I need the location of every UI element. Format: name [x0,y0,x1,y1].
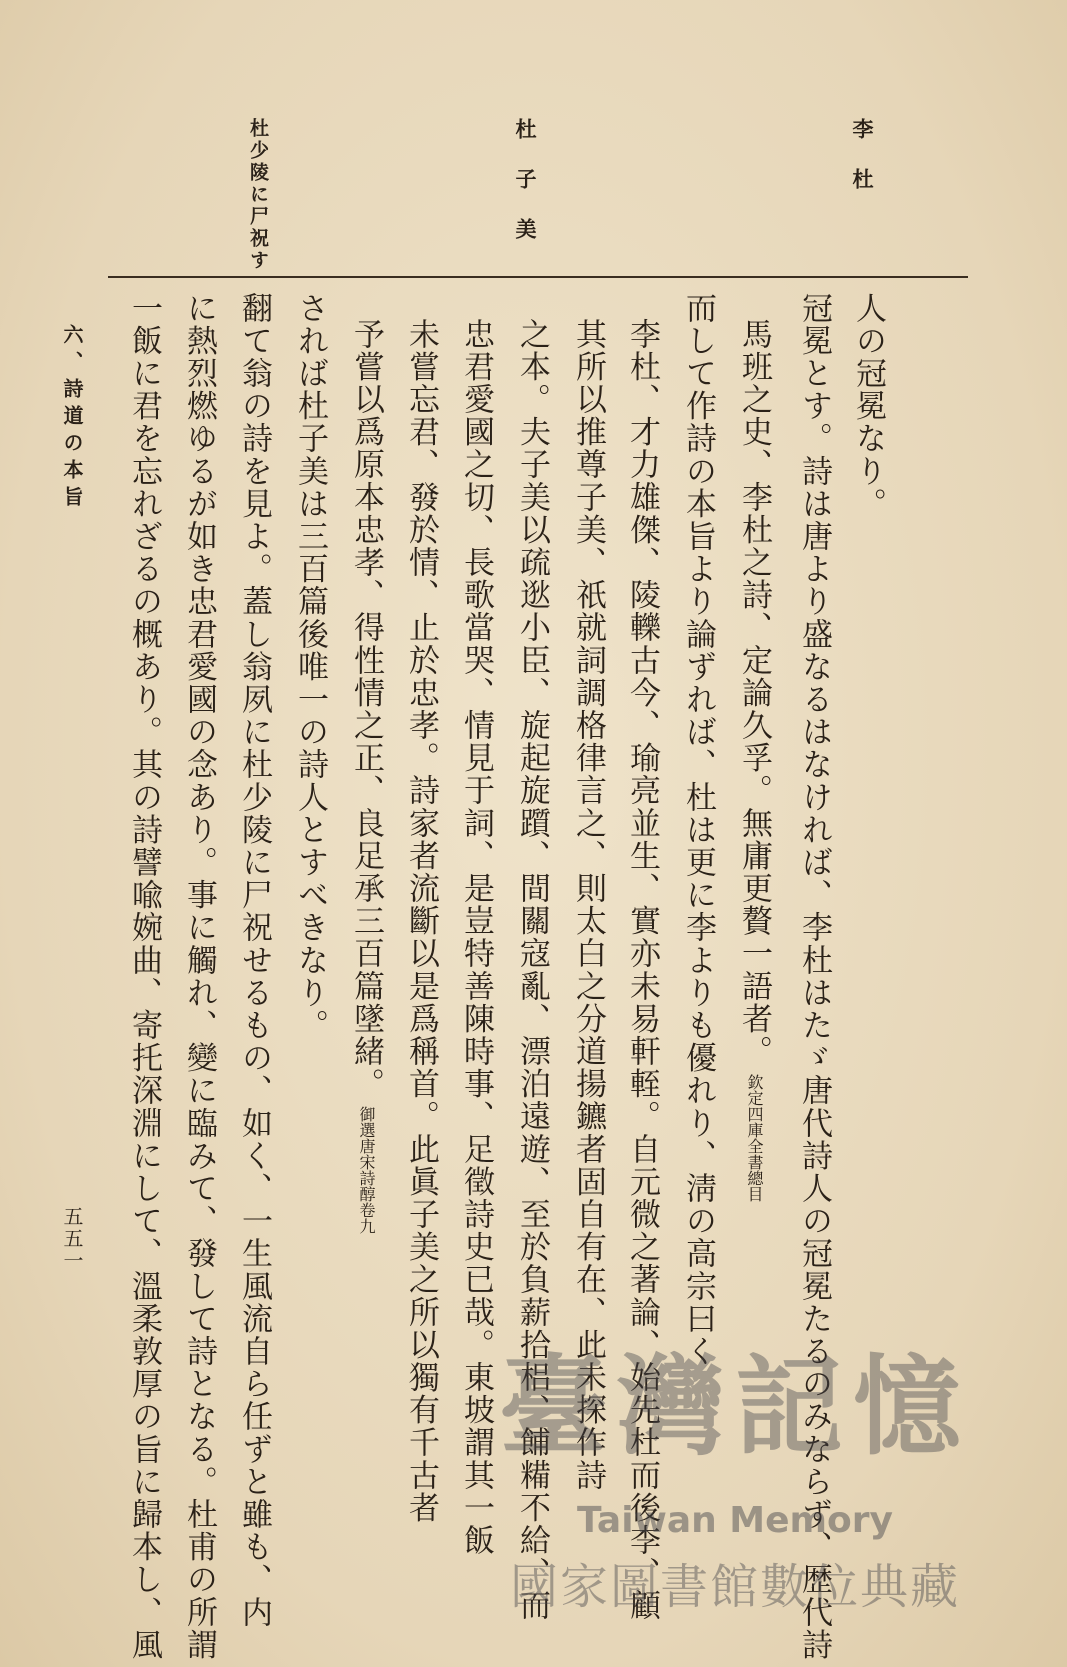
text-line-1: 人の冠冕なり。 [850,292,886,521]
text-line-10-main: 予嘗以爲原本忠孝、得性情之正、良足承三百篇墜緒。 [348,318,384,1101]
citation-siku: 欽定四庫全書總目 [745,1073,764,1202]
text-line-7: 之本。夫子美以疏逖小臣、旋起旋躓、間關寇亂、漂泊遠遊、至於負薪拾梠、餔糒不給、而 [514,318,550,1622]
watermark-org: 國家圖書館數位典藏 [509,1559,960,1615]
headnote-shizhu: 杜少陵に尸祝す [247,118,269,272]
text-line-11: されば杜子美は三百篇後唯一の詩人とすべきなり。 [292,292,328,1042]
text-line-4: 而して作詩の本旨より論ずれば、杜は更に李よりも優れり、淸の高宗曰く [680,292,716,1368]
text-line-10 [348,318,384,1235]
text-line-12: 翻て翁の詩を見よ。蓋し翁夙に杜少陵に尸祝せるもの、如く、一生風流自ら任ずと雖も、内 [236,292,272,1629]
text-line-8: 忠君愛國之切、長歌當哭、情見于詞、是豈特善陳時事、足徵詩史已哉。東坡謂其一飯 [458,318,494,1557]
text-line-2: 冠冕とす。詩は唐より盛なるはなければ、李杜はたゞ唐代詩人の冠冕たるのみならず、歴代詩 [796,292,832,1662]
text-line-3-main: 馬班之史、李杜之詩、定論久孚。無庸更贅一語者。 [736,318,772,1068]
watermark-english: Taiwan Memory [577,1500,893,1541]
watermark-chinese: 臺灣記憶 [498,1344,971,1470]
text-line-3 [736,318,772,1202]
citation-shichun: 御選唐宋詩醇卷九 [357,1106,376,1235]
text-line-6: 其所以推尊子美、祇就詞調格律言之、則太白之分道揚鑣者固自有在、此未探作詩 [570,318,606,1492]
header-rule [108,276,968,278]
text-line-14: 一飯に君を忘れざるの概あり。其の詩譬喩婉曲、寄托深淵にして、溫柔敦厚の旨に歸本し、風 [126,292,162,1662]
text-line-5: 李杜、才力雄傑、陵轢古今、瑜亮並生、實亦未易軒輊。自元微之著論、始先杜而後李、顧 [624,318,660,1622]
page-number: 五五一 [60,1206,84,1272]
text-line-13: に熱烈燃ゆるが如き忠君愛國の念あり。事に觸れ、變に臨みて、發して詩となる。杜甫の所謂 [181,292,217,1662]
text-line-9: 未嘗忘君、發於情、止於忠孝。詩家者流斷以是爲稱首。此眞子美之所以獨有千古者 [403,318,439,1525]
running-footer-chapter: 六、詩道の本旨 [60,324,84,513]
headnote-du-zimei: 杜 子 美 [513,118,538,243]
headnote-li-du: 李 杜 [850,118,875,193]
taiwan-memory-watermark [455,1330,1015,1660]
